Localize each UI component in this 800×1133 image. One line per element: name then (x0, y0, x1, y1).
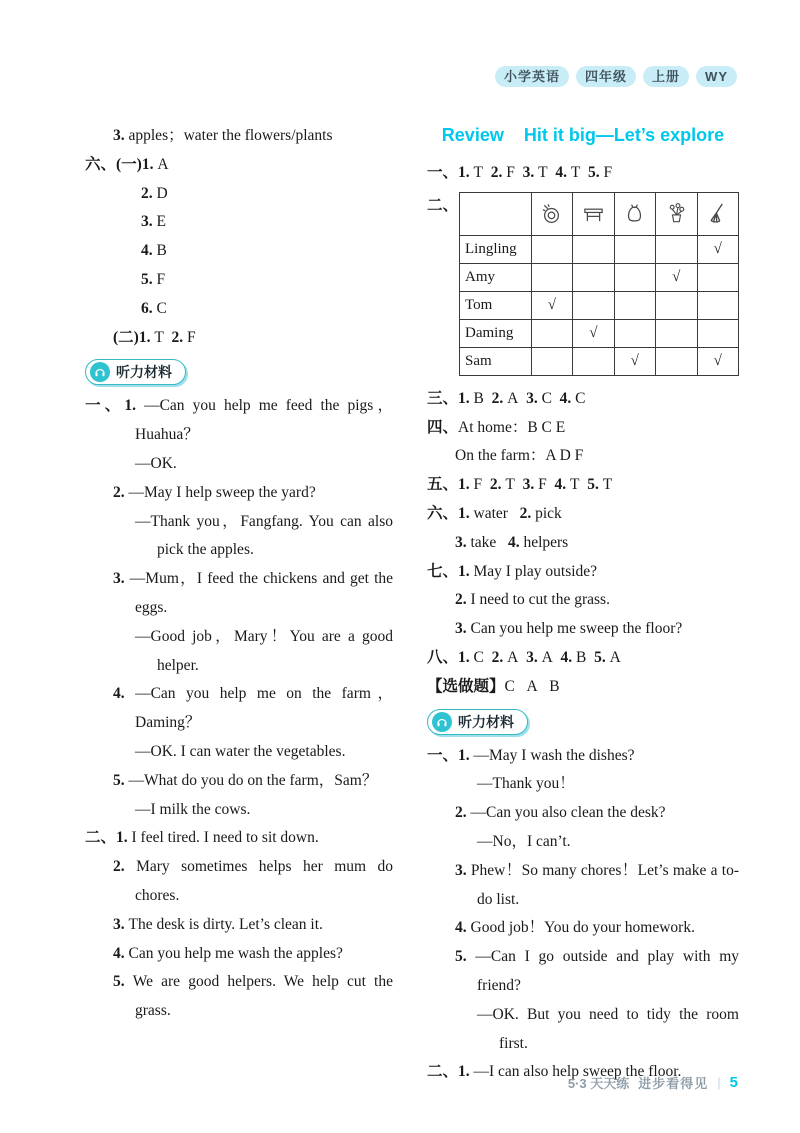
review-title: Review Hit it big—Let’s explore (441, 125, 725, 145)
header-badge: 四年级 (576, 66, 636, 87)
text-line: 4. B (141, 242, 167, 260)
text-line: —OK. I can water the vegetables. (135, 742, 346, 760)
check-mark-cell: √ (697, 235, 739, 263)
text-line: 一、1. —May I wash the dishes? (427, 746, 635, 764)
text-line: 2. D (141, 184, 168, 202)
text-line: —Thank you，Fangfang. You can also pick the apples. (135, 512, 393, 559)
text-line: 3. The desk is dirty. Let’s clean it. (113, 915, 323, 933)
water-flowers-icon (656, 192, 697, 235)
empty-cell (697, 291, 739, 319)
right-column-items (427, 159, 739, 1087)
chore-table-row (460, 347, 739, 375)
listening-material-label: 听力材料 (116, 364, 172, 381)
broom-icon (697, 192, 739, 235)
header-badge: WY (696, 66, 737, 87)
empty-cell (573, 291, 614, 319)
empty-cell (573, 263, 614, 291)
text-line: 4. Can you help me wash the apples? (113, 944, 343, 962)
check-mark-cell: √ (614, 347, 655, 375)
listening-material-badge-row (85, 354, 393, 390)
empty-cell (531, 263, 572, 291)
empty-cell (697, 319, 739, 347)
text-line: 6. C (141, 299, 167, 317)
text-line: 3. —Mum，I feed the chickens and get the eggs. (113, 570, 394, 616)
page-footer (568, 1073, 738, 1092)
empty-cell (573, 347, 614, 375)
footer-brand: 5·3 天天练 (567, 1076, 630, 1091)
text-line: 六、(一)1. A (85, 155, 169, 173)
listening-material-badge-row (427, 704, 739, 740)
text-line: 2. —Can you also clean the desk? (455, 804, 666, 822)
chore-table (459, 192, 739, 376)
text-line: 2. Mary sometimes helps her mum do chores. (113, 858, 393, 904)
text-line: —I milk the cows. (135, 800, 251, 818)
text-line: 5. —What do you do on the farm，Sam？ (113, 771, 378, 789)
text-line: On the farm：A D F (455, 447, 584, 465)
empty-cell (531, 319, 572, 347)
text-line: —OK. But you need to tidy the room first. (477, 1005, 739, 1052)
chore-table-block (427, 192, 739, 376)
empty-cell (656, 347, 697, 375)
empty-cell (614, 235, 655, 263)
student-name: Amy (460, 263, 532, 291)
check-mark-cell: √ (531, 291, 572, 319)
empty-cell (656, 291, 697, 319)
student-name: Tom (460, 291, 532, 319)
right-column (427, 122, 739, 1087)
student-name: Daming (460, 319, 532, 347)
text-line: 一、1. —Can you help me feed the pigs，Huahua？ (85, 397, 393, 444)
text-line: 3. Can you help me sweep the floor? (455, 620, 683, 638)
chore-table-header-row (460, 192, 739, 235)
empty-cell (656, 235, 697, 263)
text-line: 3. take 4. helpers (455, 533, 569, 551)
text-line: 5. We are good helpers. We help cut the grass. (113, 973, 393, 1020)
chore-table-row (460, 319, 739, 347)
page-number: 5 (729, 1074, 738, 1091)
empty-cell (614, 291, 655, 319)
listening-material-badge (427, 709, 528, 735)
text-line: —Thank you！ (477, 775, 575, 793)
text-line: 5. —Can I go outside and play with my friend? (455, 948, 740, 994)
text-line: 二、1. I feel tired. I need to sit down. (85, 829, 319, 847)
wash-dishes-icon (531, 192, 572, 235)
chore-table-row (460, 263, 739, 291)
text-line: 2. —May I help sweep the yard? (113, 483, 316, 501)
check-mark-cell: √ (656, 263, 697, 291)
text-line: —Good job，Mary！You are a good helper. (135, 627, 393, 674)
empty-cell (656, 319, 697, 347)
check-mark-cell: √ (573, 319, 614, 347)
text-line: 五、1. F 2. T 3. F 4. T 5. T (427, 476, 613, 494)
text-line: 【选做题】C A B (427, 677, 560, 695)
text-line: 3. E (141, 213, 166, 231)
footer-slogan: 进步看得见 (638, 1076, 709, 1091)
listening-material-badge (85, 359, 186, 385)
text-line: 七、1. May I play outside? (427, 562, 598, 580)
text-line: 3. apples；water the flowers/plants (113, 127, 333, 144)
listening-material-label: 听力材料 (458, 713, 514, 730)
empty-cell (531, 235, 572, 263)
empty-cell (573, 235, 614, 263)
left-column (85, 122, 393, 1026)
text-line: 六、1. water 2. pick (427, 504, 562, 522)
clean-desk-icon (573, 192, 614, 235)
empty-cell (531, 347, 572, 375)
footer-divider: | (717, 1075, 721, 1090)
text-line: 四、At home：B C E (427, 418, 566, 436)
text-line: 4. Good job！You do your homework. (455, 919, 695, 937)
text-line: 二、1. —I can also help sweep the floor. (427, 1063, 682, 1081)
text-line: 3. Phew！So many chores！Let’s make a to-do list. (455, 861, 740, 908)
text-line: 4. —Can you help me on the farm，Daming？ (113, 685, 393, 732)
chore-table-row (460, 291, 739, 319)
check-mark-cell: √ (697, 347, 739, 375)
student-name: Sam (460, 347, 532, 375)
text-line: 2. I need to cut the grass. (455, 591, 610, 609)
text-line: 5. F (141, 270, 166, 288)
headphone-icon (90, 362, 110, 382)
text-line: 三、1. B 2. A 3. C 4. C (427, 389, 586, 407)
header-badges (495, 66, 737, 87)
section-label: 二、 (427, 196, 459, 214)
empty-cell (614, 319, 655, 347)
text-line: —OK. (135, 454, 177, 472)
header-badge: 上册 (643, 66, 689, 87)
text-line: —No，I can’t. (477, 832, 571, 850)
headphone-icon (432, 712, 452, 732)
empty-cell (614, 263, 655, 291)
text-line: 一、1. T 2. F 3. T 4. T 5. F (427, 164, 613, 181)
chore-table-row (460, 235, 739, 263)
empty-corner-cell (460, 192, 532, 235)
text-line: 八、1. C 2. A 3. A 4. B 5. A (427, 648, 621, 666)
empty-cell (697, 263, 739, 291)
trash-bag-icon (614, 192, 655, 235)
student-name: Lingling (460, 235, 532, 263)
text-line: (二)1. T 2. F (113, 328, 196, 346)
header-badge: 小学英语 (495, 66, 569, 87)
